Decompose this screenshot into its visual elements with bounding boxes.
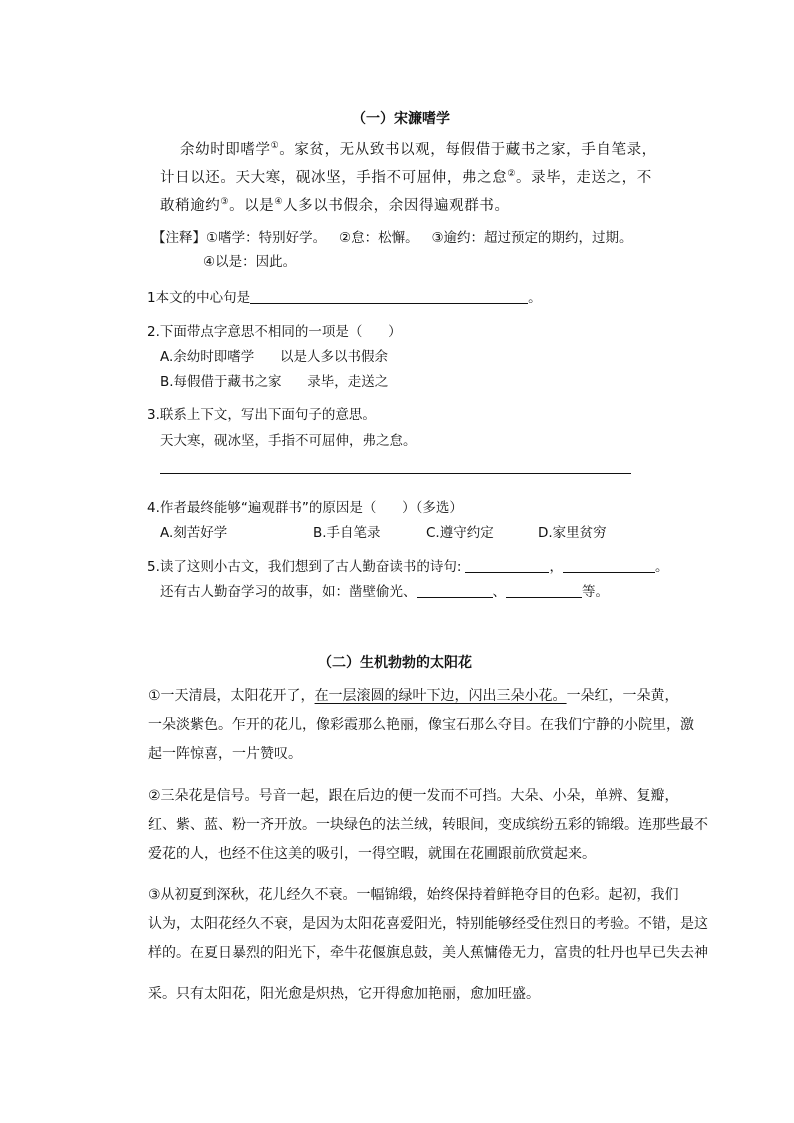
note-mark: ④ bbox=[274, 197, 284, 208]
passage-text: 。录毕，走送之，不 bbox=[515, 170, 652, 186]
punct: 。 bbox=[528, 290, 542, 306]
paragraph-3-line-2: 认为，太阳花经久不衰，是因为太阳花喜爱阳光，特别能够经受住烈日的考验。不错，是这 bbox=[148, 916, 708, 932]
passage-text: 余幼时即嗜学 bbox=[180, 142, 271, 158]
question-5-line-2 bbox=[160, 580, 609, 600]
answer-blank[interactable] bbox=[563, 558, 655, 573]
paragraph-2-line-3: 爱花的人，也经不住这美的吸引，一得空暇，就围在花圃跟前欣赏起来。 bbox=[148, 846, 596, 862]
passage-line-2 bbox=[160, 166, 652, 187]
question-1-label: 1本文的中心句是 bbox=[147, 290, 251, 306]
answer-blank[interactable] bbox=[506, 583, 582, 598]
question-4-option-d: D.家里贫穷 bbox=[538, 525, 607, 541]
passage-line-3 bbox=[160, 194, 510, 215]
note-mark: ① bbox=[270, 141, 280, 152]
answer-blank[interactable] bbox=[417, 583, 493, 598]
note-mark: ② bbox=[507, 169, 516, 180]
passage-text: 。以是 bbox=[229, 198, 275, 214]
notes-line-1: 【注释】①嗜学：特别好学。 ②怠：松懈。 ③逾约：超过预定的期约，过期。 bbox=[152, 230, 633, 246]
paragraph-1-line-3: 起一阵惊喜，一片赞叹。 bbox=[148, 746, 302, 762]
passage-text: 。家贫，无从致书以观，每假借于藏书之家，手自笔录， bbox=[279, 142, 657, 158]
question-3-sentence: 天大寒，砚冰坚，手指不可屈伸，弗之怠。 bbox=[160, 433, 417, 449]
punct: 、 bbox=[492, 584, 506, 600]
question-4-option-c: C.遵守约定 bbox=[426, 525, 494, 541]
underlined-sentence: 在一层滚圆的绿叶下边，闪出三朵小花。 bbox=[314, 688, 567, 704]
question-5-text: 还有古人勤奋学习的故事，如：凿壁偷光、 bbox=[160, 584, 417, 600]
section1-title: （一）宋濂嗜学 bbox=[352, 111, 450, 127]
passage-text: 人多以书假余，余因得遍观群书。 bbox=[283, 198, 510, 214]
question-4-option-b: B.手自笔录 bbox=[313, 525, 381, 541]
question-2-stem: 2.下面带点字意思不相同的一项是（ ） bbox=[147, 324, 402, 340]
notes-line-2: ④以是：因此。 bbox=[203, 254, 297, 270]
question-1 bbox=[147, 286, 542, 306]
paragraph-2-line-1: ②三朵花是信号。号音一起，跟在后边的便一发而不可挡。大朵、小朵，单辨、复瓣， bbox=[148, 788, 679, 804]
paragraph-3-line-3: 样的。在夏日暴烈的阳光下，牵牛花偃旗息鼓，美人蕉慵倦无力，富贵的牡丹也早已失去神 bbox=[148, 945, 708, 961]
section2-title: （二）生机勃勃的太阳花 bbox=[318, 655, 472, 671]
answer-blank[interactable] bbox=[250, 289, 528, 304]
punct: ， bbox=[549, 559, 563, 575]
punct: 。 bbox=[654, 559, 669, 575]
paragraph-text: ①一天清晨，太阳花开了， bbox=[148, 688, 315, 704]
question-5-line-1 bbox=[147, 555, 668, 575]
paragraph-1-line-2: 一朵淡紫色。乍开的花儿，像彩霞那么艳丽，像宝石那么夺目。在我们宁静的小院里，激 bbox=[148, 717, 694, 733]
paragraph-3-line-1: ③从初夏到深秋，花儿经久不衰。一幅锦缎，始终保持着鲜艳夺目的色彩。起初，我们 bbox=[148, 887, 679, 903]
punct: 等。 bbox=[582, 584, 609, 600]
note-mark: ③ bbox=[220, 197, 230, 208]
answer-line[interactable] bbox=[160, 473, 631, 474]
passage-line-1 bbox=[180, 138, 657, 159]
question-5-label: 5.读了这则小古文，我们想到了古人勤奋读书的诗句: bbox=[147, 559, 462, 575]
paragraph-text: 一朵红，一朵黄， bbox=[566, 688, 679, 704]
question-4-stem: 4.作者最终能够“遍观群书”的原因是（ ）（多选） bbox=[147, 500, 463, 516]
question-2-option-a: A.余幼时即嗜学 以是人多以书假余 bbox=[160, 349, 389, 365]
paragraph-3-line-4: 采。只有太阳花，阳光愈是炽热，它开得愈加艳丽，愈加旺盛。 bbox=[148, 986, 540, 1002]
question-3-stem: 3.联系上下文，写出下面句子的意思。 bbox=[147, 407, 376, 423]
question-4-option-a: A.刻苦好学 bbox=[160, 525, 228, 541]
passage-text: 计日以还。天大寒，砚冰坚，手指不可屈伸，弗之怠 bbox=[160, 170, 508, 186]
answer-blank[interactable] bbox=[465, 558, 549, 573]
paragraph-2-line-2: 红、紫、蓝、粉一齐开放。一块绿色的法兰绒，转眼间，变成缤纷五彩的锦缎。连那些最不 bbox=[148, 817, 708, 833]
paragraph-1-line-1 bbox=[148, 685, 679, 705]
question-2-option-b: B.每假借于藏书之家 录毕，走送之 bbox=[160, 374, 389, 390]
passage-text: 敢稍逾约 bbox=[160, 198, 221, 214]
